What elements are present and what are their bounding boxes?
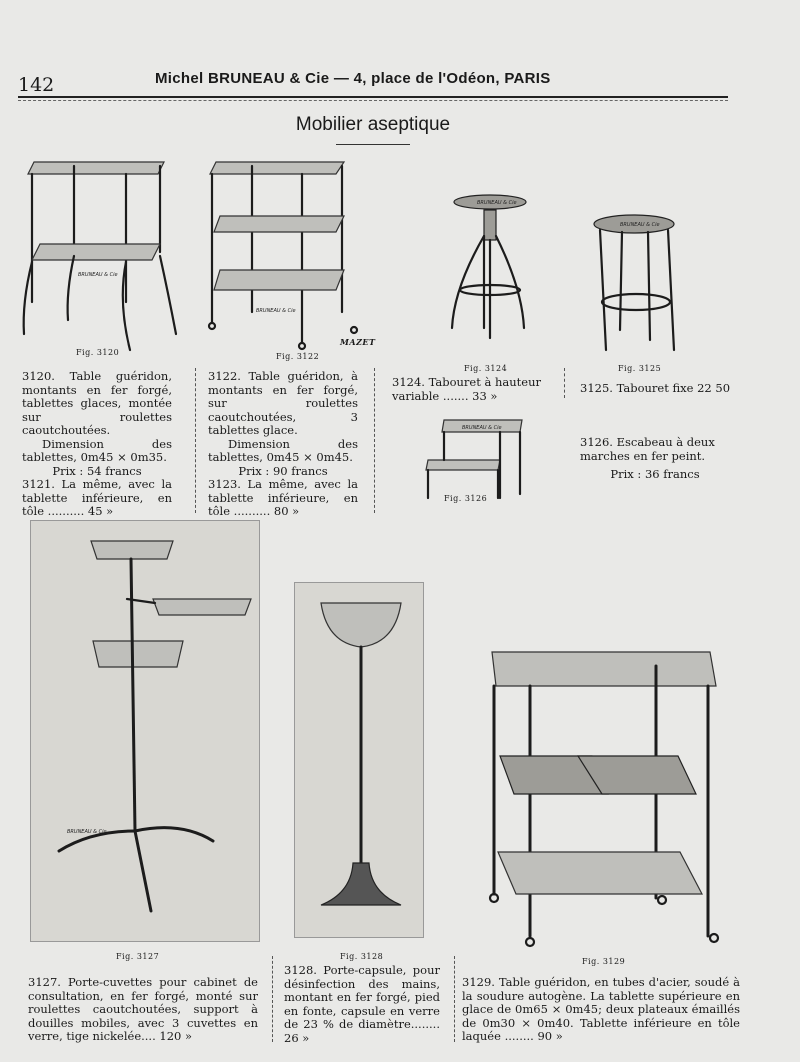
fig-3120-label: Fig. 3120 [76, 348, 120, 357]
item-3120-description: 3120. Table guéridon, montants en fer forgé, tablettes glaces, montée sur roulettes caoutchoutées. [22, 369, 172, 437]
column-separator [374, 368, 375, 513]
engraver-signature: MAZET [340, 337, 376, 347]
item-3126-price: Prix : 36 francs [610, 467, 700, 481]
porte-cuvettes-3127-photo [30, 520, 260, 942]
item-3121-description: 3121. La même, avec la tablette inférieure, en tôle .......... 45 » [22, 477, 172, 518]
item-3123-description: 3123. La même, avec la tablette inférieure, en tôle .......... 80 » [208, 477, 358, 518]
item-3124-description: 3124. Tabouret à hauteur variable ....... 33 » [392, 375, 541, 403]
fig-3126-label: Fig. 3126 [444, 494, 488, 503]
fig-3122-label: Fig. 3122 [276, 352, 320, 361]
column-separator [272, 956, 273, 1042]
table-3129-illustration [482, 646, 722, 948]
brand-stamp-3120: BRUNEAU & Cie [78, 272, 118, 278]
section-title: Mobilier aseptique [295, 114, 451, 135]
title-underline [336, 144, 410, 145]
fig-3128-label: Fig. 3128 [340, 952, 384, 961]
brand-stamp-3122: BRUNEAU & Cie [256, 308, 296, 314]
step-stool-3126-illustration [424, 414, 544, 504]
stool-3124-illustration [444, 188, 534, 358]
item-3125-description: 3125. Tabouret fixe 22 50 [580, 381, 731, 395]
header-rule-dashed [18, 100, 728, 101]
page-number: 142 [18, 74, 55, 96]
item-3122-dimensions: Dimension des tablettes, 0m45 × 0m45. [208, 436, 358, 464]
item-3120-price: Prix : 54 francs [52, 463, 142, 478]
table-3120-illustration [18, 152, 188, 357]
fig-3129-label: Fig. 3129 [582, 957, 626, 966]
column-separator [564, 368, 565, 398]
item-3128-description: 3128. Porte-capsule, pour désinfection des mains, montant en fer forgé, pied en fonte, capsule en verre de 23 % de diamètre........ 26 » [284, 963, 440, 1045]
brand-stamp-3125: BRUNEAU & Cie [620, 222, 660, 228]
fig-3125-label: Fig. 3125 [618, 364, 662, 373]
fig-3127-label: Fig. 3127 [116, 952, 160, 961]
item-3129-description: 3129. Table guéridon, en tubes d'acier, soudé à la soudure autogène. La tablette supérieure en glace de 0m65 × 0m45; deux plateaux émaillés de 0m30 × 0m40. Tablette inférieure en tôle laquée ........ 90 » [462, 975, 740, 1043]
item-3122-description: 3122. Table guéridon, à montants en fer forgé, sur roulettes caoutchoutées, 3 tablettes glace. [208, 369, 358, 437]
stool-3125-illustration [590, 210, 680, 360]
table-3122-illustration [206, 152, 366, 357]
item-3120-dimensions: Dimension des tablettes, 0m45 × 0m35. [22, 436, 172, 464]
brand-stamp-3124: BRUNEAU & Cie [477, 200, 517, 206]
column-separator [195, 368, 196, 513]
item-3127-description: 3127. Porte-cuvettes pour cabinet de consultation, en fer forgé, monté sur roulettes caoutchoutées, support à douilles mobiles, avec 3 cuvettes en verre, tige nickelée.... 120 » [28, 975, 258, 1043]
item-3126-description: 3126. Escabeau à deux marches en fer peint. [580, 435, 715, 463]
brand-stamp-3127: BRUNEAU & Cie [67, 829, 107, 835]
fig-3124-label: Fig. 3124 [464, 364, 508, 373]
catalog-header: Michel BRUNEAU & Cie — 4, place de l'Odéon, PARIS [155, 70, 551, 87]
brand-stamp-3126: BRUNEAU & Cie [462, 425, 502, 431]
header-rule [18, 96, 728, 98]
column-separator [454, 956, 455, 1042]
item-3122-price: Prix : 90 francs [238, 463, 328, 478]
porte-capsule-3128-photo [294, 582, 424, 938]
